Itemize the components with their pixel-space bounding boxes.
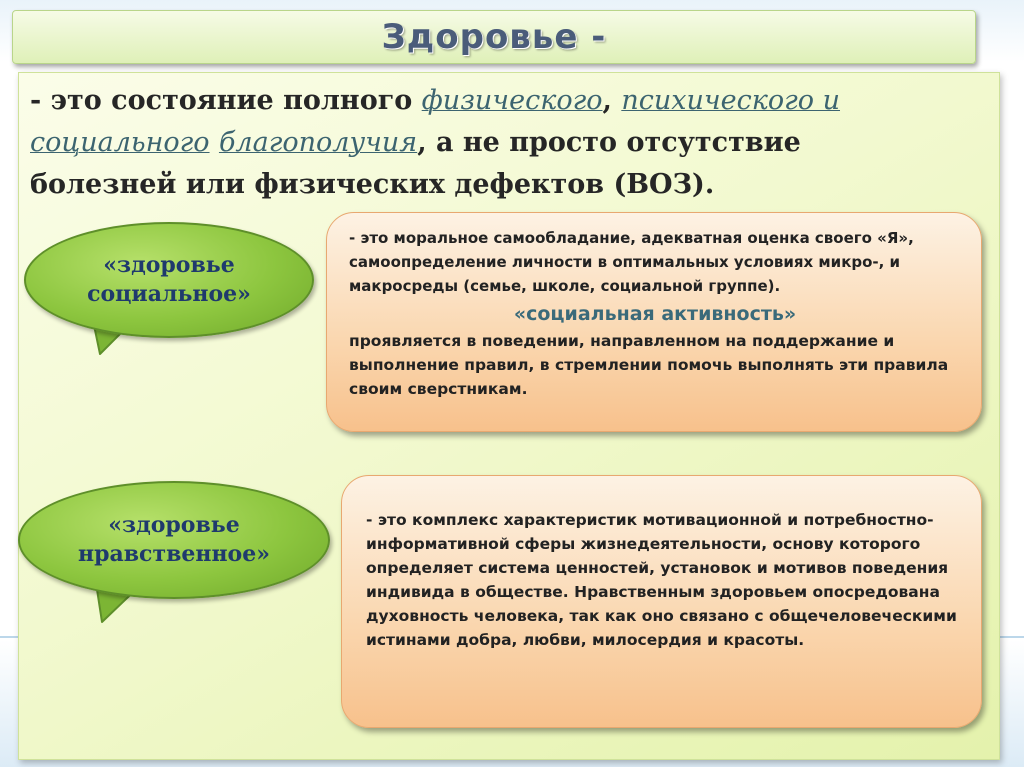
social-health-description: - это моральное самообладание, адекватная оценка своего «Я», самоопределение личности в оптимальных условиях микро-, и макросреды (семье, школе, социальной группе). [349, 229, 914, 295]
moral-health-bubble [18, 481, 330, 599]
moral-health-label-line1: «здоровье [108, 512, 240, 538]
definition-emphasis-physical: физического [421, 85, 603, 116]
definition-emphasis-mental-social: психического и социального [30, 85, 840, 158]
slide-title: Здоровье - [381, 17, 607, 57]
social-health-label-line1: «здоровье [103, 252, 235, 278]
moral-health-description: - это комплекс характеристик мотивационной и потребностно-информативной сферы жизнедеятельности, основу которого определяет система ценностей, установок и мотивов поведения индивида в обществе. Нравственным здоровьем опосредована духовность человека, так как оно связано с общечеловеческими истинами добра, любви, милосердия и красоты. [366, 511, 957, 649]
definition-emphasis-wellbeing: благополучия [218, 127, 418, 158]
definition-text-end: , а не просто отсутствие болезней или физических дефектов (ВОЗ). [30, 127, 801, 200]
moral-health-label-line2: нравственное» [78, 541, 270, 567]
social-activity-description: проявляется в поведении, направленном на поддержание и выполнение правил, в стремлении помочь выполнять эти правила своим сверстникам. [349, 332, 949, 398]
moral-health-card [341, 475, 982, 728]
definition-text-start: - это состояние полного [30, 85, 422, 116]
social-health-bubble [24, 222, 314, 338]
social-health-card [326, 212, 982, 432]
social-activity-heading: «социальная активность» [513, 303, 797, 325]
definition-separator-2 [210, 127, 219, 158]
health-definition [30, 80, 930, 206]
social-health-label-line2: социальное» [87, 281, 251, 307]
title-banner [12, 10, 976, 64]
definition-separator-1: , [602, 85, 622, 116]
